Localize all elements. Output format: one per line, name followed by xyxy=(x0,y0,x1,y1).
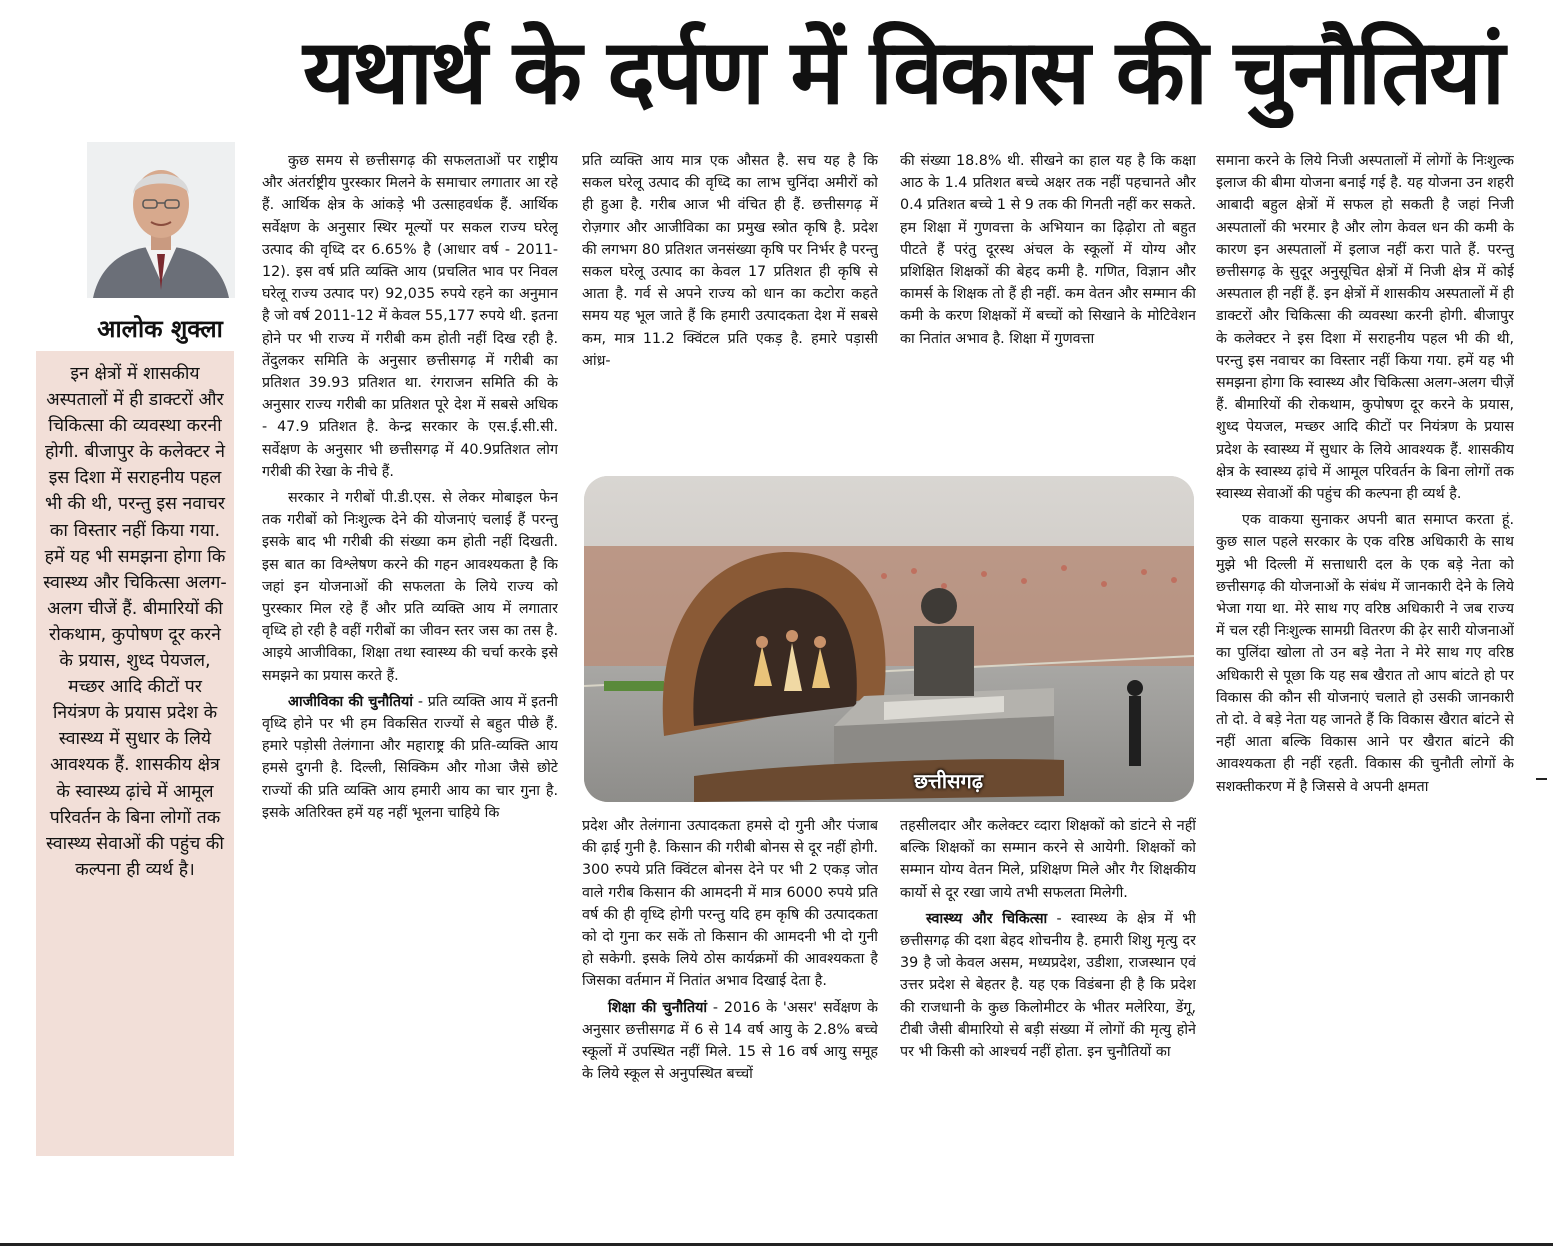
paragraph-text: - स्वास्थ्य के क्षेत्र में भी छत्तीसगढ़ की दशा बेहद शोचनीय है. हमारी शिशु मृत्यु दर 39 है जो केवल असम, मध्यप्रदेश, उडीशा, राजस्थान एवं उत्तर प्रदेश से बेहतर है. यह एक विडंबना ही है कि प्रदेश की राजधानी के कुछ किलोमीटर के भीतर मलेरिया, डेंगू, टीबी जैसी बीमारियो से बड़ी संख्या में लोगों की मृत्यु होने पर भी किसी को आश्चर्य नहीं होता. इन चुनौतियों का xyxy=(900,910,1196,1061)
pull-quote xyxy=(36,351,234,1156)
paragraph xyxy=(900,908,1196,1063)
column-4 xyxy=(1216,150,1514,1235)
margin-mark xyxy=(1536,778,1547,780)
chhattisgarh-tableau-image xyxy=(584,476,1194,802)
subheading-livelihood: आजीविका की चुनौतियां xyxy=(288,693,413,710)
paragraph: प्रदेश और तेलंगाना उत्पादकता हमसे दो गुनी और पंजाब की ढ़ाई गुनी है. किसान की गरीबी बोनस से दूर नहीं होगी. 300 रुपये प्रति क्विंटल बोनस देने पर भी 2 एकड़ जोत वाले गरीब किसान की आमदनी में मात्र 6000 रुपये प्रति वर्ष की ही वृध्दि होगी परन्तु यदि हम कृषि की उत्पादकता को दो गुना कर सकें तो किसान की आमदनी भी दो गुनी हो सकेगी. इसके लिये ठोस कार्यक्रमों की आवश्यकता है जिसका वर्तमान में नितांत अभाव दिखाई देता है. xyxy=(582,818,878,990)
pull-quote-text: इन क्षेत्रों में शासकीय अस्पतालों में ही डाक्टरों और चिकित्सा की व्यवस्था करनी होगी. बीजापुर के कलेक्टर ने इस दिशा में सराहनीय पहल भी की थी, परन्तु इस नवाचर का विस्तार नहीं किया गया. हमें यह भी समझना होगा कि स्वास्थ्य और चिकित्सा अलग-अलग चीजें हैं. बीमारियों की रोकथाम, कुपोषण दूर करने के प्रयास, शुध्द पेयजल, मच्छर आदि कीटों पर नियंत्रण के प्रयास प्रदेश के स्वास्थ्य में सुधार के लिये आवश्यक हैं. शासकीय क्षेत्र के स्वास्थ्य ढ़ांचे में आमूल परिवर्तन के बिना लोगों तक स्वास्थ्य सेवाओं की पहुंच की कल्पना ही व्यर्थ है। xyxy=(43,364,227,880)
paragraph-text: - प्रति व्यक्ति आय में इतनी वृध्दि होने पर भी हम विकसित राज्यों से बहुत पीछे हैं. हमारे पड़ोसी तेलंगाना और महाराष्ट्र की प्रति-व्यक्ति आय हमसे दुगनी है. दिल्ली, सिक्किम और गोआ जैसे छोटे राज्यों की प्रति व्यक्ति आय हमारी आय का चार गुना है. इसके अतिरिक्त हमें यह नहीं भूलना चाहिये कि xyxy=(262,693,558,821)
paragraph: सरकार ने गरीबों पी.डी.एस. से लेकर मोबाइल फेन तक गरीबों को निःशुल्क देने की योजनाएं चलाई हैं परन्तु इसके बाद भी गरीबी की संख्या कम होती नहीं दिखती. इस बात का विश्लेषण करने की गहन आवश्यकता है कि जहां इन योजनाओं की सफलता के लिये राज्य को पुरस्कार मिल रहे हैं और प्रति व्यक्ति आय में लगातार वृध्दि हो रही है वहीं गरीबों का जीवन स्तर जस का तस है. आइये आजीविका, शिक्षा तथा स्वास्थ्य की चर्चा करके इसे समझने का प्रयास करते हैं. xyxy=(262,490,558,684)
footer-rule xyxy=(0,1243,1553,1246)
paragraph: एक वाकया सुनाकर अपनी बात समाप्त करता हूं. कुछ साल पहले सरकार के एक वरिष्ठ अधिकारी के साथ मुझे भी दिल्ली में सत्ताधारी दल के एक बड़े नेता को छत्तीसगढ़ की योजनाओं के संबंध में जानकारी देने के लिये भेजा गया था. मेरे साथ गए वरिष्ठ अधिकारी ने जब राज्य में चल रही निःशुल्क सामग्री वितरण की ढ़ेर सारी योजनाओं का पुलिंदा खोला तो उन बड़े नेता ने मेरे साथ गए वरिष्ठ अधिकारी से पूछा कि यह सब खैरात तो आप बांटते हो पर विकास की कौन सी योजनाएं चलाते हो उसकी जानकारी तो दो. वे बड़े नेता यह जानते हैं कि विकास खैरात बांटने से नहीं आता बल्कि विकास आने पर खैरात बांटने की आवश्यकता ही नहीं रहती. विकास की चुनौती लोगों के सशक्तीकरण में है जिससे वे अपनी क्षमता xyxy=(1216,512,1514,795)
paragraph: समाना करने के लिये निजी अस्पतालों में लोगों के निःशुल्क इलाज की बीमा योजना बनाई गई है. यह योजना उन शहरी आबादी बहुल क्षेत्रों में सफल हो सकती है जहां निजी अस्पतालों की भरमार है और लोग केवल धन की कमी के कारण इन अस्पतालों में इलाज नहीं करा पाते हैं. परन्तु छत्तीसगढ़ के सुदूर अनुसूचित क्षेत्रों में निजी क्षेत्र में कोई अस्पताल ही नहीं हैं. इन क्षेत्रों में शासकीय अस्पतालों में ही डाक्टरों और चिकित्सा की व्यवस्था करनी होगी. बीजापुर के कलेक्टर ने इस दिशा में सराहनीय पहल भी की थी, परन्तु इस नवाचर का विस्तार नहीं किया गया. हमें यह भी समझना होगा कि स्वास्थ्य और चिकित्सा अलग-अलग चीज़ें हैं. बीमारियों की रोकथाम, कुपोषण दूर करने के प्रयास, शुध्द पेयजल, मच्छर आदि कीटों पर नियंत्रण के प्रयास प्रदेश के स्वास्थ्य में सुधार के लिये आवश्यक हैं. शासकीय क्षेत्र के स्वास्थ्य ढ़ांचे में आमूल परिवर्तन के बिना लोगों तक स्वास्थ्य सेवाओं की पहुंच की कल्पना ही व्यर्थ है. xyxy=(1216,153,1514,503)
paragraph xyxy=(582,997,878,1086)
subheading-education: शिक्षा की चुनौतियां xyxy=(608,999,708,1016)
column-2-bottom xyxy=(582,815,878,1235)
paragraph: की संख्या 18.8% थी. सीखने का हाल यह है कि कक्षा आठ के 1.4 प्रतिशत बच्चे अक्षर तक नहीं पहचानते और 0.4 प्रतिशत बच्चे 1 से 9 तक की गिनती नहीं कर सकते. हम शिक्षा में गुणवत्ता के अभियान का ढ़िढ़ोरा तो बहुत पीटते हैं परंतु दूरस्थ अंचल के स्कूलों में योग्य और प्रशिक्षित शिक्षकों की बेहद कमी है. गणित, विज्ञान और कामर्स के शिक्षक तो हैं ही नहीं. कम वेतन और सम्मान की कमी के करण शिक्षकों में बच्चों को सिखाने के मोटिवेशन का नितांत अभाव है. शिक्षा में गुणवत्ता xyxy=(900,153,1196,347)
paragraph: प्रति व्यक्ति आय मात्र एक औसत है. सच यह है कि सकल घरेलू उत्पाद की वृध्दि का लाभ चुनिंदा अमीरों को ही हुआ है. गरीब आज भी वंचित ही हैं. छत्तीसगढ़ में रोज़गार और आजीविका का प्रमुख स्त्रोत कृषि है. प्रदेश की लगभग 80 प्रतिशत जनसंख्या कृषि पर निर्भर है परन्तु सकल घरेलू उत्पाद का केवल 17 प्रतिशत ही कृषि से आता है. गर्व से अपने राज्य को धान का कटोरा कहते समय यह भूल जाते हैं कि हमारी उत्पादकता देश में सबसे कम, मात्र 11.2 क्विंटल प्रति एकड़ है. हमारे पड़ासी आंध्र- xyxy=(582,153,878,369)
paragraph-text: - 2016 के 'असर' सर्वेक्षण के अनुसार छत्तीसगढ में 6 से 14 वर्ष आयु के 2.8% बच्चे स्कूलों में उपस्थित नहीं मिले. 15 से 16 वर्ष आयु समूह के लिये स्कूल से अनुपस्थित बच्चों xyxy=(582,999,878,1083)
column-3-bottom xyxy=(900,815,1196,1235)
author-name: आलोक शुक्ला xyxy=(97,315,223,343)
author-portrait-image xyxy=(87,142,235,298)
paragraph: तहसीलदार और कलेक्टर व्दारा शिक्षकों को डांटने से नहीं बल्कि शिक्षकों का सम्मान करने से आयेगी. शिक्षकों को सम्मान योग्य वेतन मिले, प्रशिक्षण मिले और गैर शिक्षकीय कार्यो से दूर रखा जाये तभी सफलता मिलेगी. xyxy=(900,818,1196,901)
subheading-health: स्वास्थ्य और चिकित्सा xyxy=(926,910,1048,927)
author-photo xyxy=(87,142,235,298)
column-1 xyxy=(262,150,558,1235)
photo-caption: छत्तीसगढ़ xyxy=(914,769,984,793)
column-2-top xyxy=(582,150,878,460)
paragraph xyxy=(262,691,558,824)
tableau-photo xyxy=(584,476,1194,802)
paragraph: कुछ समय से छत्तीसगढ़ की सफलताओं पर राष्ट्रीय और अंतर्राष्ट्रीय पुरस्कार मिलने के समाचार लगातार आ रहे हैं. आर्थिक क्षेत्र के आंकड़े भी उत्साहवर्धक हैं. आर्थिक सर्वेक्षण के अनुसार स्थिर मूल्यों पर सकल राज्य घरेलू उत्पाद की वृध्दि दर 6.65% है (आधार वर्ष - 2011-12). इस वर्ष प्रति व्यक्ति आय (प्रचलित भाव पर निवल घरेलू राज्य उत्पाद पर) 92,035 रुपये रहने का अनुमान है जो वर्ष 2011-12 में केवल 55,177 रुपये थी. इतना होने पर भी राज्य में गरीबी कम होती नहीं दिख रही है. तेंदुलकर समिति के अनुसार छत्तीसगढ़ में गरीबी का प्रतिशत 39.93 प्रतिशत था. रंगराजन समिति की के अनुसार राज्य गरीबी का प्रतिशत पूरे देश में सबसे अधिक - 47.9 प्रतिशत है. केन्द्र सरकार के एस.ई.सी.सी. सर्वेक्षण के अनुसार भी छत्तीसगढ़ में 40.9प्रतिशत लोग गरीबी की रेखा के नीचे हैं. xyxy=(262,153,558,480)
headline: यथार्थ के दर्पण में विकास की चुनौतियां xyxy=(302,20,1503,125)
column-3-top xyxy=(900,150,1196,460)
